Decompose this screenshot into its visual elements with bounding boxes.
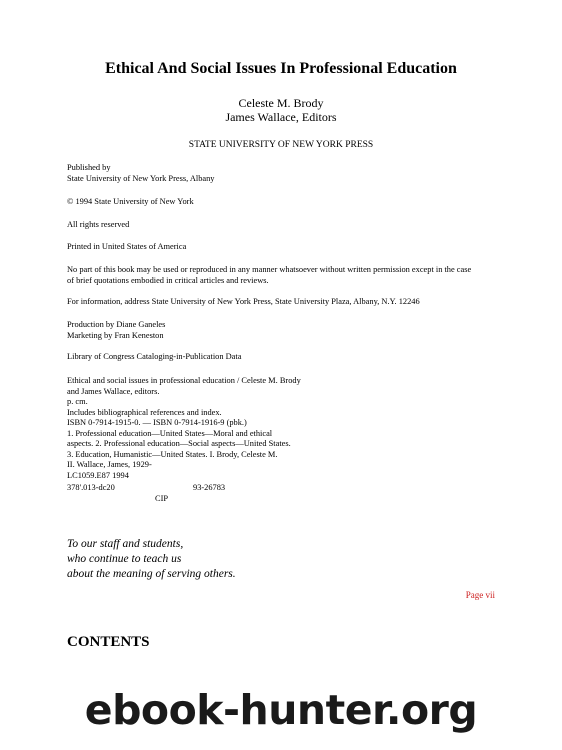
cip-line: Includes bibliographical references and index. bbox=[67, 407, 222, 417]
cip-classification: 378'.013-dc20 bbox=[67, 483, 115, 492]
editor-2: James Wallace, Editors bbox=[225, 110, 337, 124]
cip-line: II. Wallace, James, 1929- bbox=[67, 460, 152, 469]
loc-line: Library of Congress Cataloging-in-Publication Data bbox=[67, 352, 242, 361]
dedication-line-1: To our staff and students, bbox=[67, 538, 184, 550]
rights-line: All rights reserved bbox=[67, 220, 130, 229]
cip-line: p. cm. bbox=[67, 397, 88, 406]
notice-line-2: of brief quotations embodied in critical articles and reviews. bbox=[67, 275, 269, 285]
cip-line: 3. Education, Humanistic—United States. I. Brody, Celeste M. bbox=[67, 449, 278, 459]
editor-1: Celeste M. Brody bbox=[238, 96, 324, 110]
dedication-line-2: who continue to teach us bbox=[67, 553, 182, 565]
published-by: Published by bbox=[67, 163, 111, 172]
watermark: ebook-hunter.org bbox=[84, 686, 478, 734]
notice-line-1: No part of this book may be used or reproduced in any manner whatsoever without written permission except in the case bbox=[67, 265, 472, 274]
cip-line: aspects. 2. Professional education—Social aspects—United States. bbox=[67, 439, 291, 448]
cip-line: ISBN 0-7914-1915-0. — ISBN 0-7914-1916-9 (pbk.) bbox=[67, 418, 247, 427]
cip-line: 1. Professional education—United States—Moral and ethical bbox=[67, 428, 273, 438]
page-reference-link[interactable]: Page vii bbox=[465, 590, 495, 600]
press-name: STATE UNIVERSITY OF NEW YORK PRESS bbox=[188, 140, 374, 150]
cip-label: CIP bbox=[155, 494, 169, 503]
production-line: Production by Diane Ganeles bbox=[67, 320, 166, 329]
book-title: Ethical And Social Issues In Professional Education bbox=[105, 60, 457, 77]
cip-line: Ethical and social issues in professional education / Celeste M. Brody bbox=[67, 376, 301, 385]
production-block bbox=[67, 320, 165, 341]
editors-block bbox=[0, 96, 562, 124]
publisher-block bbox=[67, 163, 214, 184]
cip-block bbox=[67, 376, 301, 481]
dedication-line-3: about the meaning of serving others. bbox=[67, 568, 236, 580]
cip-line: LC1059.E87 1994 bbox=[67, 470, 129, 480]
cip-number: 93-26783 bbox=[193, 483, 226, 492]
contents-heading: CONTENTS bbox=[67, 634, 150, 650]
dedication bbox=[67, 537, 236, 582]
copyright-line: © 1994 State University of New York bbox=[67, 197, 194, 206]
notice-block bbox=[67, 265, 471, 286]
printed-line: Printed in United States of America bbox=[67, 242, 187, 251]
info-line: For information, address State University of New York Press, State University Plaza, Albany, N.Y. 12246 bbox=[67, 297, 420, 306]
marketing-line: Marketing by Fran Keneston bbox=[67, 330, 164, 340]
publisher-name: State University of New York Press, Albany bbox=[67, 173, 215, 183]
cip-line: and James Wallace, editors. bbox=[67, 386, 160, 396]
